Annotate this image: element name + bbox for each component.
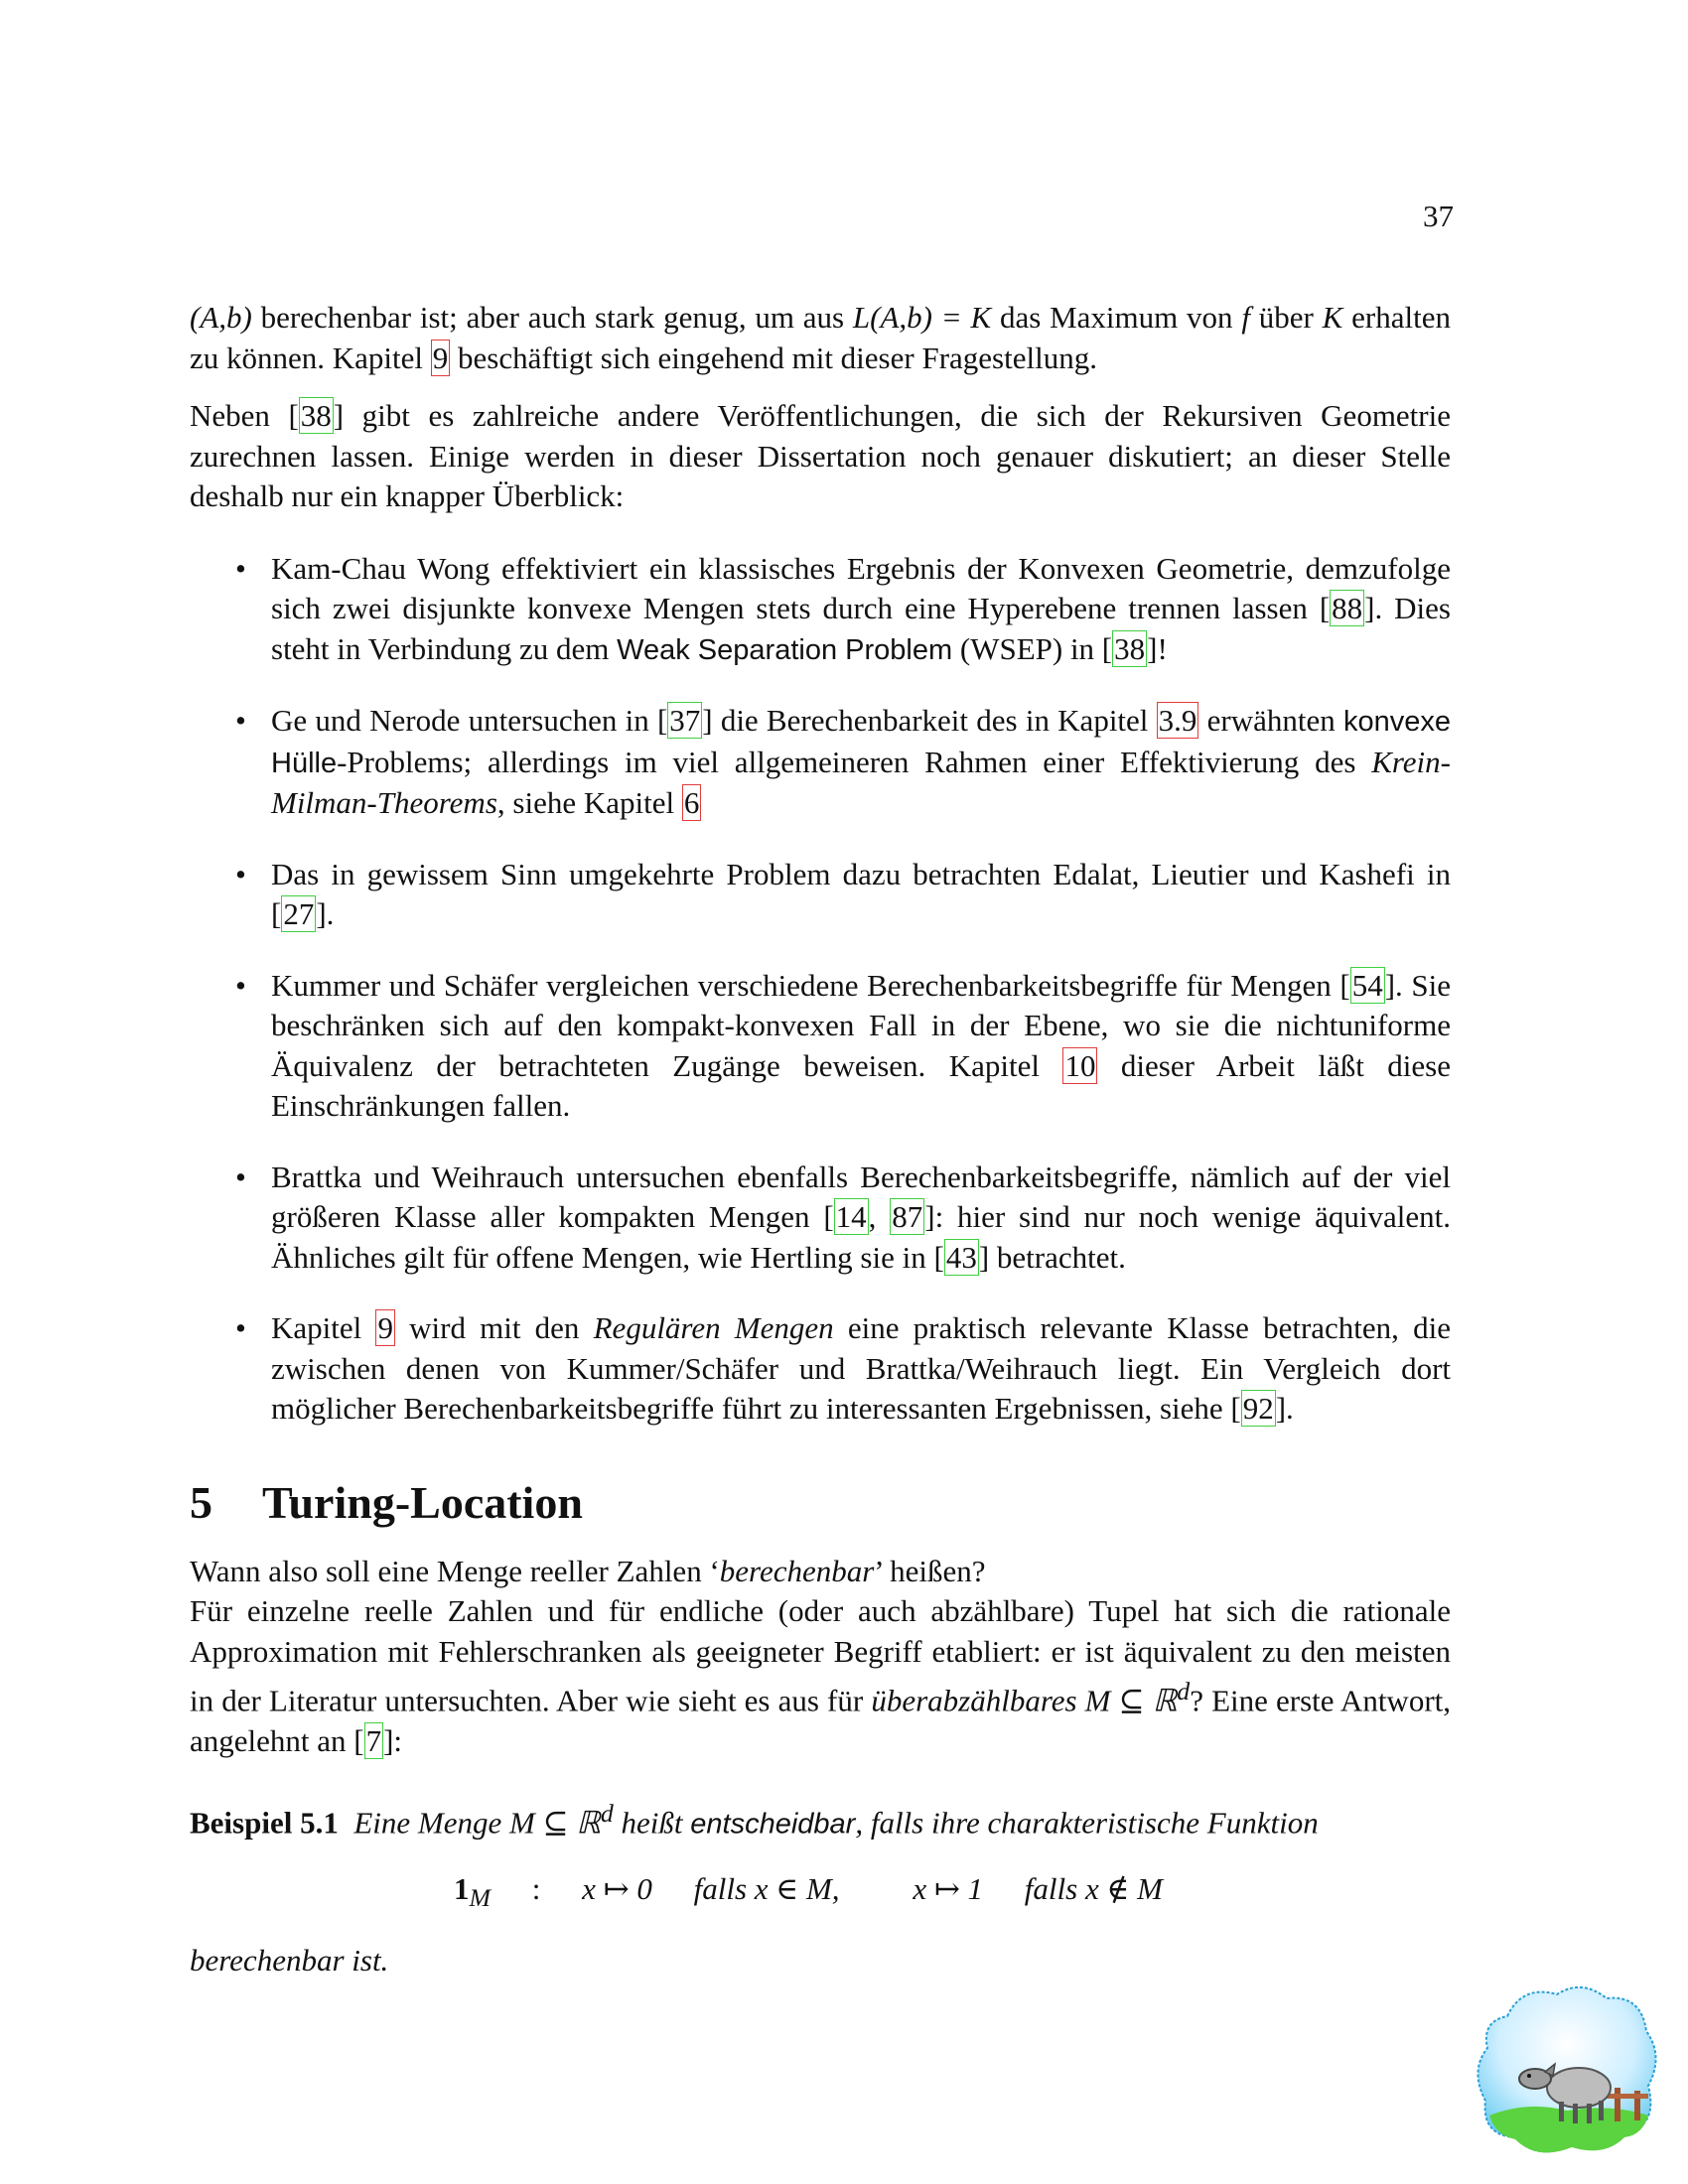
list-item: • Brattka und Weihrauch untersuchen ebenfalls Berechenbarkeitsbegriffe, nämlich auf der viel größeren Klasse aller kompakten Mengen [14, 87]: hier sind nur noch wenige äquivalent. Ähnliches gilt für offene Mengen, wie Hertling sie in [43] betrachtet. xyxy=(190,1158,1451,1279)
section-number: 5 xyxy=(190,1476,212,1528)
page-content xyxy=(190,298,1451,1981)
bullet-list xyxy=(190,549,1451,1430)
citation-link[interactable]: 43 xyxy=(945,1239,977,1275)
math: K xyxy=(1322,300,1343,335)
chapter-ref-link[interactable]: 3.9 xyxy=(1158,703,1197,738)
paragraph-question: Wann also soll eine Menge reeller Zahlen ‘berechenbar’ heißen? xyxy=(190,1553,986,1588)
citation-link[interactable]: 92 xyxy=(1242,1391,1274,1426)
paragraph-intro: (A,b) berechenbar ist; aber auch stark genug, um aus L(A,b) = K das Maximum von f über K erhalten zu können. Kapitel 9 beschäftigt sich eingehend mit dieser Fragestellung. xyxy=(190,300,1451,375)
citation-link[interactable]: 7 xyxy=(365,1723,382,1759)
chapter-ref-link[interactable]: 10 xyxy=(1064,1047,1096,1083)
chapter-ref-link[interactable]: 6 xyxy=(683,785,700,820)
citation-link[interactable]: 54 xyxy=(1351,967,1383,1003)
chapter-ref-link[interactable]: 9 xyxy=(377,1310,393,1345)
list-item: • Kam-Chau Wong effektiviert ein klassisches Ergebnis der Konvexen Geometrie, demzufolge sich zwei disjunkte konvexe Mengen stets durch eine Hyperebene trennen lassen [88]. Dies steht in Verbindung zu dem Weak Separation Problem (WSEP) in [38]! xyxy=(190,549,1451,671)
math: (A,b) xyxy=(190,300,252,335)
citation-link[interactable]: 14 xyxy=(835,1199,867,1234)
chapter-ref-link[interactable]: 9 xyxy=(432,340,449,375)
list-item: • Das in gewissem Sinn umgekehrte Problem dazu betrachten Edalat, Lieutier und Kashefi in [27]. xyxy=(190,855,1451,935)
page-number: 37 xyxy=(1423,199,1454,233)
paragraph-answer: Für einzelne reelle Zahlen und für endliche (oder auch abzählbare) Tupel hat sich die rationale Approximation mit Fehlerschranken als geeigneter Begriff etabliert: er ist äquivalent zu den meisten in der Literatur untersuchten. Aber wie sieht es aus für überabzählbares M ⊆ ℝ$^d$? Eine erste Antwort, angelehnt an [7]: xyxy=(190,1593,1452,1759)
example-statement: Beispiel 5.1 Eine Menge M ⊆ ℝ$^d$ heißt entscheidbar, falls ihre charakteristische Funktion xyxy=(190,1798,1319,1840)
section-title: Turing-Location xyxy=(262,1476,583,1528)
citation-link[interactable]: 38 xyxy=(300,398,332,433)
math: L(A,b) = K xyxy=(852,300,992,335)
citation-link[interactable]: 38 xyxy=(1114,630,1146,666)
citation-link[interactable]: 88 xyxy=(1332,591,1363,625)
example-label: Beispiel 5.1 xyxy=(190,1804,339,1840)
sheep-mascot-icon xyxy=(1468,1977,1666,2165)
problem-name: Weak Separation Problem xyxy=(617,633,953,666)
paragraph-overview: Neben [38] gibt es zahlreiche andere Veröffentlichungen, die sich der Rekursiven Geometrie zurechnen lassen. Einige werden in dieser Dissertation noch genauer diskutiert; an dieser Stelle deshalb nur ein knapper Überblick: xyxy=(190,398,1451,513)
section-heading xyxy=(190,1475,1451,1530)
problem-name: konvexe Hülle xyxy=(271,706,1451,779)
citation-link[interactable]: 37 xyxy=(669,703,701,738)
theorem-name: Krein-Milman-Theorems xyxy=(271,744,1451,820)
citation-link[interactable]: 87 xyxy=(892,1199,923,1234)
list-item: • Ge und Nerode untersuchen in [37] die Berechenbarkeit des in Kapitel 3.9 erwähnten konvexe Hülle-Problems; allerdings im viel allgemeineren Rahmen einer Effektivierung des Krein-Milman-Theorems, siehe Kapitel 6 xyxy=(190,701,1451,824)
example-end: berechenbar ist. xyxy=(190,1943,389,1979)
citation-link[interactable]: 27 xyxy=(283,896,315,931)
list-item: • Kapitel 9 wird mit den Regulären Mengen eine praktisch relevante Klasse betrachten, die zwischen denen von Kummer/Schäfer und Brattka/Weihrauch liegt. Ein Vergleich dort möglicher Berechenbarkeitsbegriffe führt zu interessanten Ergebnissen, siehe [92]. xyxy=(190,1308,1451,1430)
list-item: • Kummer und Schäfer vergleichen verschiedene Berechenbarkeitsbegriffe für Mengen [54]. Sie beschränken sich auf den kompakt-konvexen Fall in der Ebene, wo sie die nichtuniforme Äquivalenz der betrachteten Zugänge beweisen. Kapitel 10 dieser Arbeit läßt diese Einschränkungen fallen. xyxy=(190,966,1451,1127)
term-name: Regulären Mengen xyxy=(593,1310,834,1345)
term-name: entscheidbar xyxy=(690,1807,856,1840)
display-formula: $1_M$ : x ↦ 0 falls x ∈ M, x ↦ 1 falls x ∉ M xyxy=(454,1871,1163,1913)
math: f xyxy=(1241,300,1250,335)
